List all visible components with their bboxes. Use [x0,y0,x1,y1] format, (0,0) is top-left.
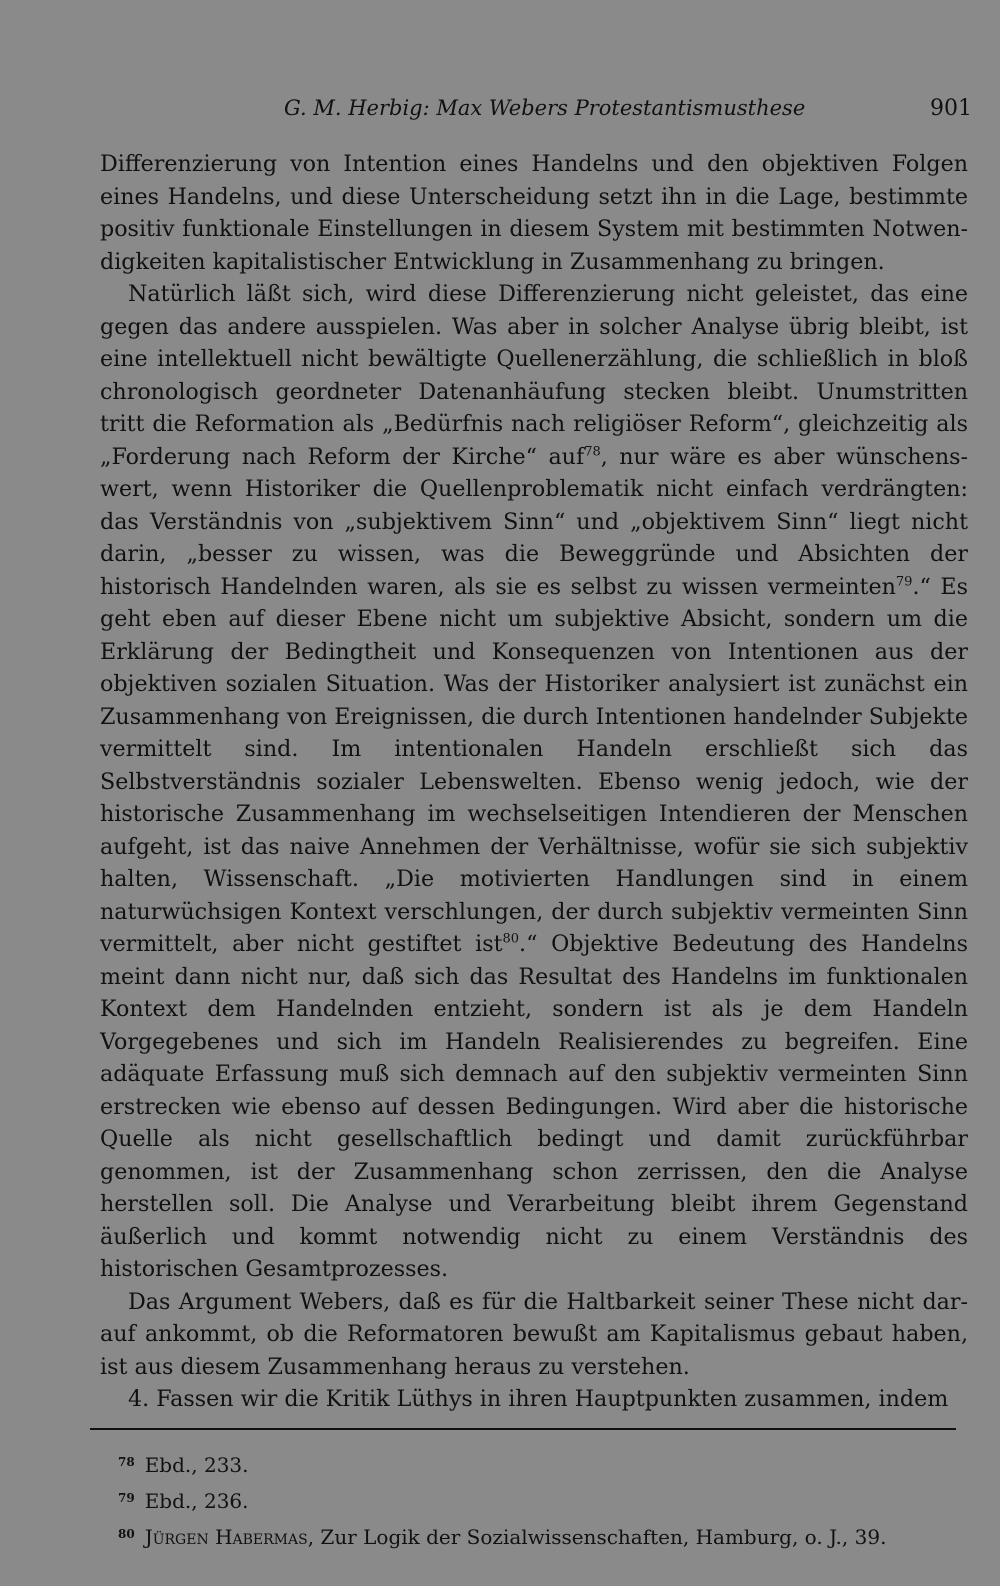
footnote-79 [118,1482,958,1518]
footnote-mark: 79 [118,1491,135,1505]
paragraph-2-part-a: Natürlich läßt sich, wird diese Differenzierung nicht geleistet, das eine gegen das andere ausspielen. Was aber in solcher Analyse übrig bleibt, ist eine intellektuell nicht bewältigte Quellenerzählung, die schließlich in bloß chronologisch geordneter Datenanhäufung stecken bleibt. Unumstritten tritt die Reformation als „Bedürfnis nach religiöser Reform“, gleichzeitig als „Forderung nach Reform der Kirche“ auf [100,281,968,470]
body-text [100,148,968,1416]
footnote-separator [90,1428,956,1430]
paragraph-3: Das Argument Webers, daß es für die Haltbarkeit seiner These nicht darauf ankommt, ob die Reformatoren bewußt am Kapitalismus gebaut haben, ist aus diesem Zusammenhang heraus zu verstehen. [100,1288,968,1380]
footnote-mark: 80 [118,1527,135,1541]
footnote-78 [118,1446,958,1482]
paragraph-4: 4. Fassen wir die Kritik Lüthys in ihren Hauptpunkten zusammen, indem [128,1386,949,1412]
footnote-ref-80: 80 [502,931,520,947]
footnote-80 [118,1518,958,1554]
footnote-text: Ebd., 236. [144,1489,249,1513]
footnote-mark: 78 [118,1455,135,1469]
footnote-ref-78: 78 [584,444,601,460]
footnotes [118,1446,958,1554]
footnote-text: Ebd., 233. [144,1453,249,1477]
footnote-text: , Zur Logik der Sozialwissenschaften, Hamburg, o. J., 39. [307,1525,887,1549]
paragraph-2-part-c: .“ Es geht eben auf dieser Ebene nicht um subjektive Absicht, sondern um die Erklärung der Bedingtheit und Konsequenzen von Intentionen aus der objektiven sozialen Situation. Was der Historiker analysiert ist zunächst ein Zusammenhang von Ereignissen, die durch Intentionen handelnder Subjekte vermittelt sind. Im intentionalen Handeln erschließt sich das Selbstverständnis sozialer Lebenswelten. Ebenso wenig jedoch, wie der historische Zusammenhang im wechselseitigen Intendieren der Menschen aufgeht, ist das naive Annehmen der Verhältnisse, wofür sie sich subjektiv halten, Wissenschaft. „Die motivierten Handlungen sind in einem naturwüchsigen Kontext verschlungen, der durch subjektiv vermeinten Sinn vermittelt, aber nicht gestiftet ist [100,573,969,957]
footnote-author: Jürgen Habermas [144,1525,308,1549]
page-number: 901 [930,96,972,121]
paragraph-1: Differenzierung von Intention eines Handelns und den objektiven Folgen eines Handelns, und diese Unterscheidung setzt ihn in die Lage, bestimmte positiv funktionale Einstellungen in diesem System mit bestimmten Notwendigkeiten kapitalistischer Entwicklung in Zusammenhang zu bringen. [100,151,968,275]
paragraph-2 [100,278,968,1286]
paragraph-2-part-d: .“ Objektive Bedeutung des Handelns meint dann nicht nur, daß sich das Resultat des Handelns im funktionalen Kontext dem Handelnden entzieht, sondern ist als je dem Handeln Vorgegebenes und sich im Handeln Realisierendes zu begreifen. Eine adäquate Erfassung muß sich demnach auf den subjektiv vermeinten Sinn erstrecken wie ebenso auf dessen Bedingungen. Wird aber die historische Quelle als nicht gesellschaftlich bedingt und damit zurückführbar genommen, ist der Zusammenhang schon zerrissen, den die Analyse herstellen soll. Die Analyse und Verarbeitung bleibt ihrem Gegenstand äußerlich und kommt notwendig nicht zu einem Verständnis des historischen Gesamtprozesses. [100,931,968,1282]
paragraph-2-part-b: , nur wäre es aber wünschenswert, wenn Historiker die Quellenproblematik nicht einfach verdrängten: das Verständnis von „subjektivem Sinn“ und „objektivem Sinn“ liegt nicht darin, „besser zu wissen, was die Beweggründe und Absichten der historisch Handelnden waren, als sie es selbst zu wissen vermeinten [100,443,968,600]
footnote-ref-79: 79 [895,574,913,590]
running-head [96,96,972,126]
running-title: G. M. Herbig: Max Webers Protestantismusthese [284,96,806,120]
